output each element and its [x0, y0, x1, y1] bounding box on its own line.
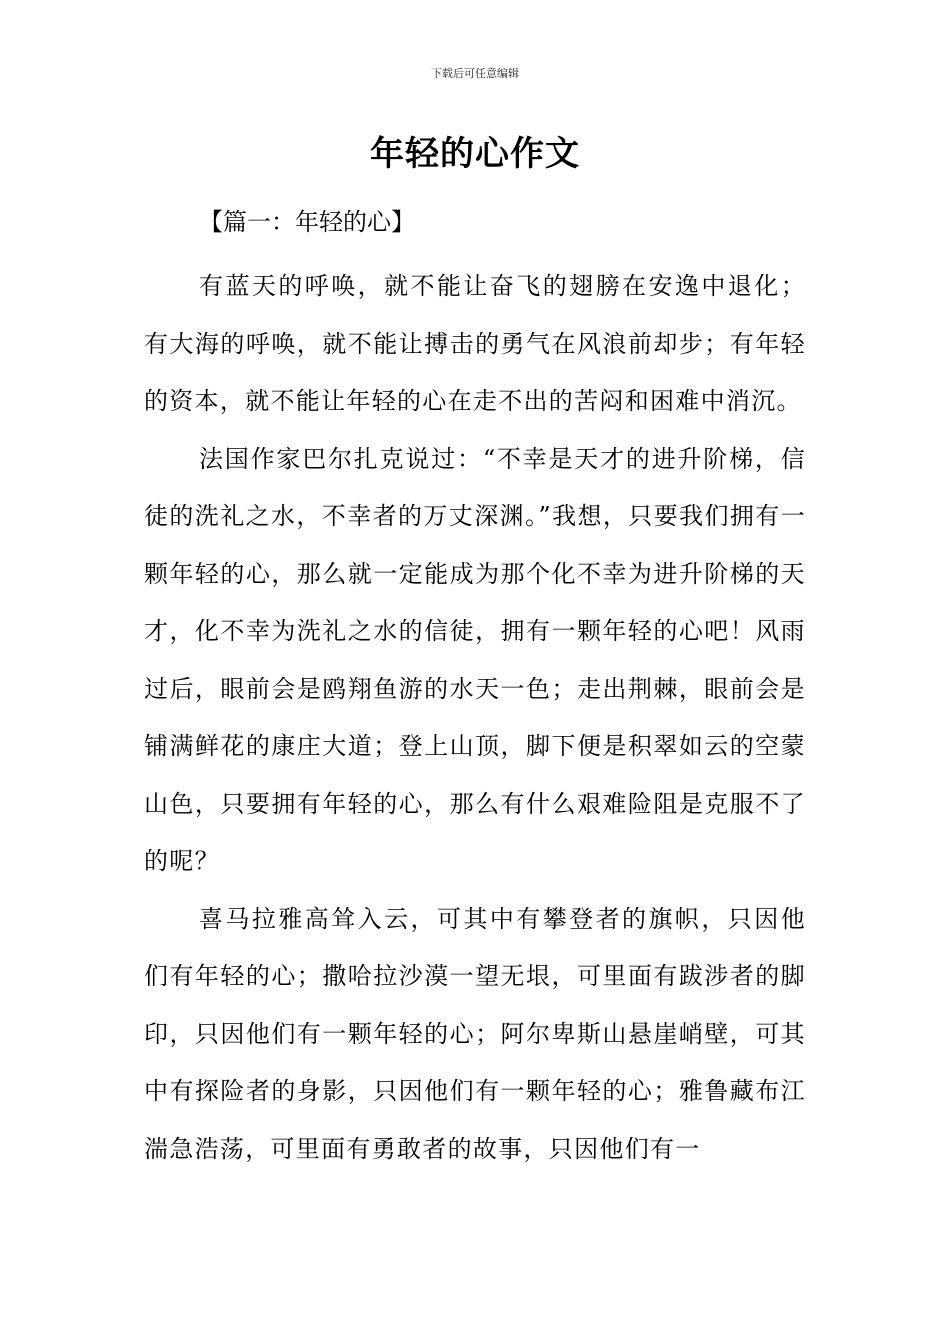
- paragraph-1: 有蓝天的呼唤，就不能让奋飞的翅膀在安逸中退化；有大海的呼唤，就不能让搏击的勇气在风浪前却步；有年轻的资本，就不能让年轻的心在走不出的苦闷和困难中消沉。: [144, 272, 806, 415]
- document-body: [144, 258, 806, 1178]
- section-heading: 【篇一：年轻的心】: [199, 208, 415, 236]
- paragraph-2: 法国作家巴尔扎克说过：“不幸是天才的进升阶梯，信徒的洗礼之水，不幸者的万丈深渊。”我想，只要我们拥有一颗年轻的心，那么就一定能成为那个化不幸为进升阶梯的天才，化不幸为洗礼之水的信徒，拥有一颗年轻的心吧！风雨过后，眼前会是鸥翔鱼游的水天一色；走出荆棘，眼前会是铺满鲜花的康庄大道；登上山顶，脚下便是积翠如云的空蒙山色，只要拥有年轻的心，那么有什么艰难险阻是克服不了的呢？: [144, 444, 806, 875]
- document-title: 年轻的心作文: [370, 134, 580, 174]
- paragraph-3: 喜马拉雅高耸入云，可其中有攀登者的旗帜，只因他们有年轻的心；撒哈拉沙漠一望无垠，可里面有跋涉者的脚印，只因他们有一颗年轻的心；阿尔卑斯山悬崖峭壁，可其中有探险者的身影，只因他们有一颗年轻的心；雅鲁藏布江湍急浩荡，可里面有勇敢者的故事，只因他们有一: [144, 904, 806, 1163]
- header-note: 下载后可任意编辑: [431, 67, 519, 80]
